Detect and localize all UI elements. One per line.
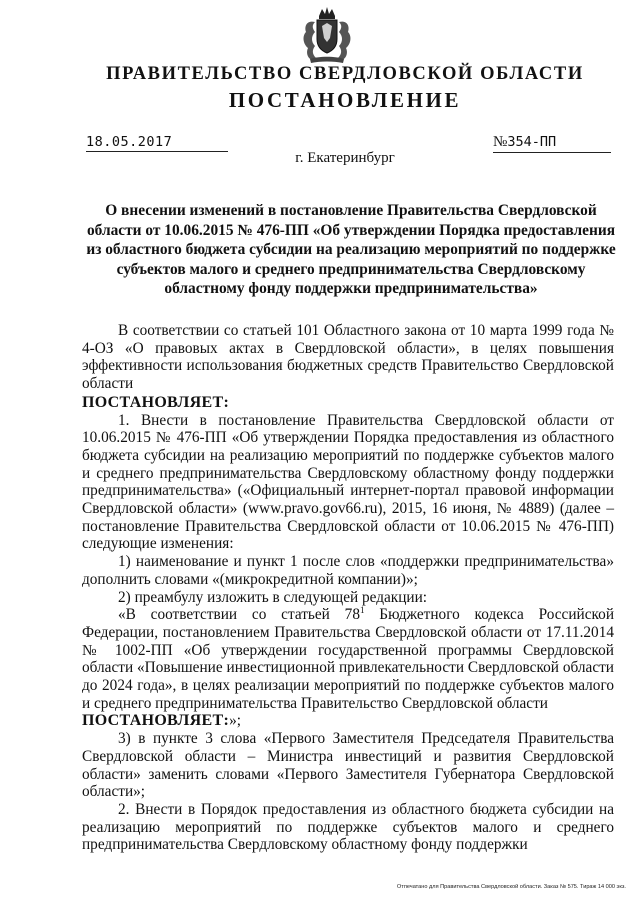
article-superscript: 1 xyxy=(359,605,365,616)
print-footer: Отпечатано для Правительства Свердловской области. Заказ № 575. Тираж 14 000 экз. xyxy=(396,884,626,890)
quoted-decree-tail: »; xyxy=(229,712,241,730)
government-title: ПРАВИТЕЛЬСТВО СВЕРДЛОВСКОЙ ОБЛАСТИ xyxy=(106,64,584,84)
quoted-decree-word: ПОСТАНОВЛЯЕТ: xyxy=(82,712,230,730)
subitem-1-paragraph: 1) наименование и пункт 1 после слов «поддержки предпринимательства» дополнить словами «(микрокредитной компании)»; xyxy=(82,553,614,588)
item-1-paragraph: 1. Внести в постановление Правительства Свердловской области от 10.06.2015 № 476-ПП «Об утверждении Порядка предоставления из областного бюджета субсидии на реализацию мероприятий по поддержке субъектов малого и среднего предпринимательства Свердловскому областному фонду поддержки предпринимательства» («Официальный интернет-портал правовой информации Свердловской области» (www.pravo.gov66.ru), 2015, 16 июня, № 4889) (далее – постановление Правительства Свердловской области от 10.06.2015 № 476-ПП) следующие изменения: xyxy=(82,411,614,553)
number-prefix: № xyxy=(493,134,508,150)
quoted-preamble-start: «В соответствии со статьей 78 xyxy=(118,606,360,624)
item-2-paragraph: 2. Внести в Порядок предоставления из областного бюджета субсидии на реализацию мероприятий по поддержке субъектов малого и среднего предпринимательства Свердловскому областному фонду поддержки xyxy=(82,800,614,854)
decree-word: ПОСТАНОВЛЯЕТ: xyxy=(82,393,230,411)
document-heading: О внесении изменений в постановление Правительства Свердловской области от 10.06.2015 № 476-ПП «Об утверждении Порядка предоставления из областного бюджета субсидии на реализацию мероприятий по поддержке субъектов малого и среднего предпринимательства Свердловскому областному фонду поддержки предпринимательства» xyxy=(86,202,616,297)
quoted-preamble-rest: Бюджетного кодекса Российской Федерации, постановлением Правительства Свердловской области от 17.11.2014 № 1002-ПП «Об утверждении государственной программы Свердловской области «Повышение инвестиционной привлекательности Свердловской области до 2024 года», в целях реализации мероприятий по поддержке субъектов малого и среднего предпринимательства Правительство Свердловской области xyxy=(82,606,615,712)
coat-of-arms-icon xyxy=(298,6,356,66)
quoted-decree-line xyxy=(82,712,614,730)
document-type: ПОСТАНОВЛЕНИЕ xyxy=(228,88,462,112)
document-date: 18.05.2017 xyxy=(86,134,228,152)
city: г. Екатеринбург xyxy=(295,150,395,166)
number-value: 354-ПП xyxy=(507,134,557,150)
subitem-2-paragraph: 2) преамбулу изложить в следующей редакции: xyxy=(118,588,428,606)
quoted-preamble xyxy=(82,606,614,712)
document-body xyxy=(82,322,614,854)
intro-paragraph: В соответствии со статьей 101 Областного закона от 10 марта 1999 года № 4-ОЗ «О правовых актах в Свердловской области», в целях повышения эффективности использования бюджетных средств Правительство Свердловской области xyxy=(82,322,614,393)
subitem-3-paragraph: 3) в пункте 3 слова «Первого Заместителя Председателя Правительства Свердловской области – Министра инвестиций и развития Свердловской области» заменить словами «Первого Заместителя Губернатора Свердловской области»; xyxy=(82,730,614,801)
